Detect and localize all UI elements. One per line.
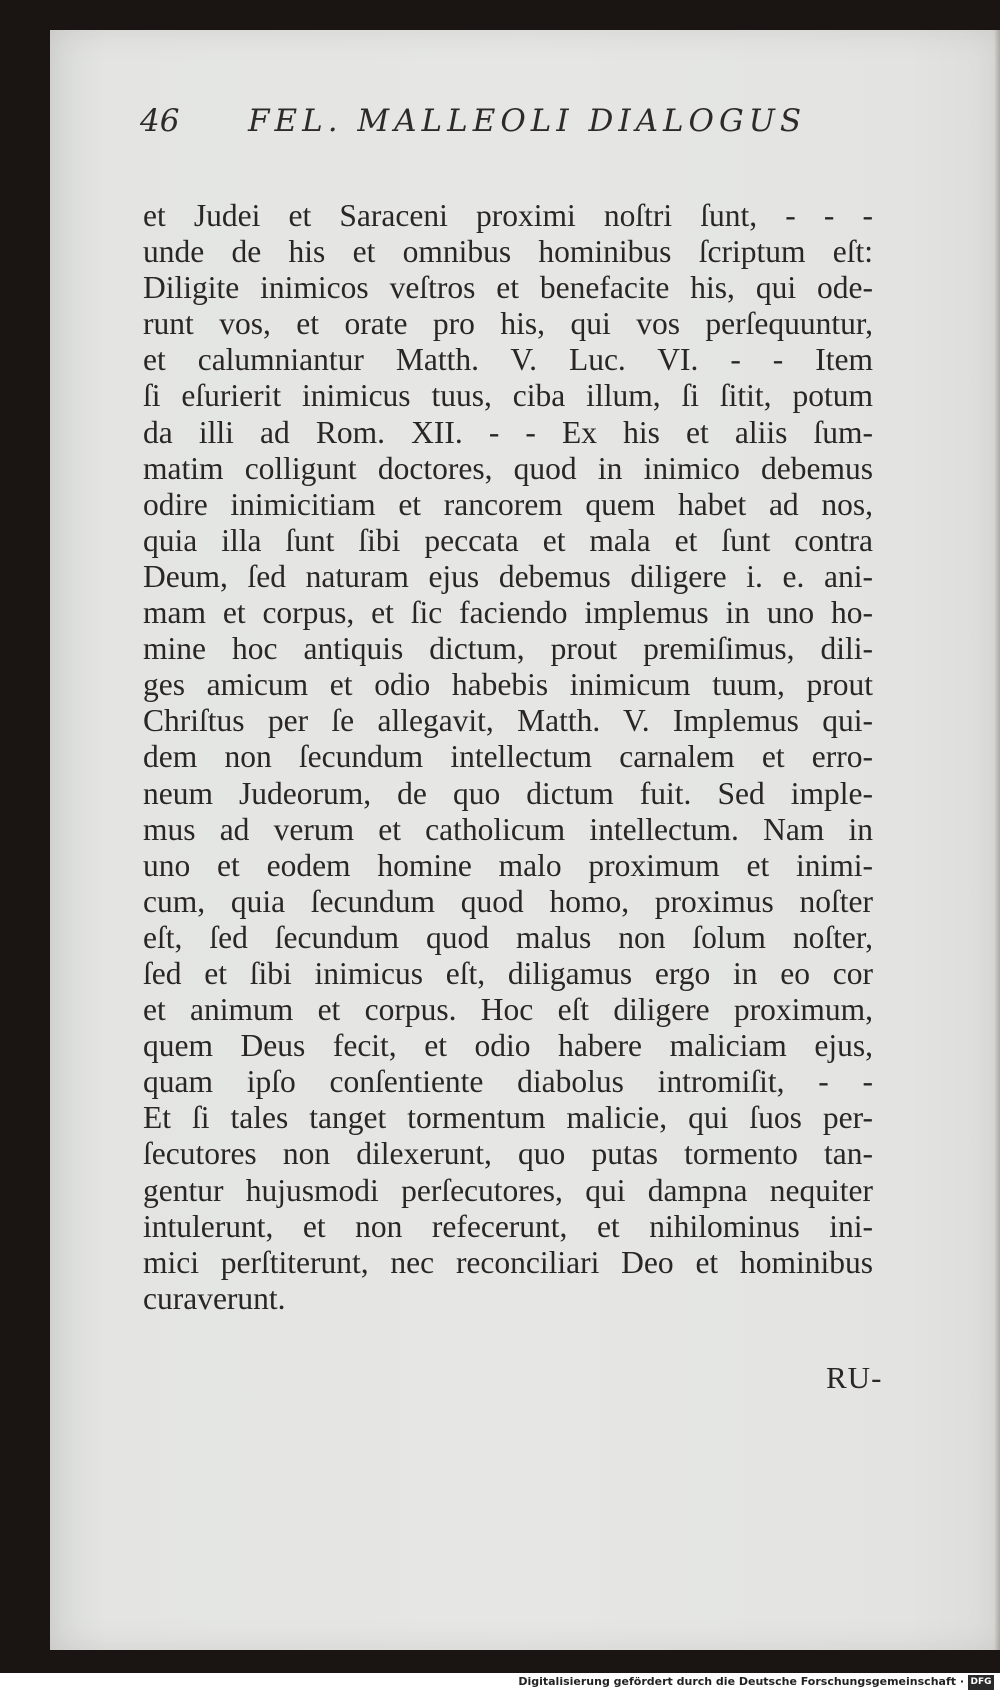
text-line: ſecutores non dilexerunt, quo putas tormento tan- — [143, 1136, 873, 1172]
page-edge-shadow — [994, 30, 1000, 1650]
catchword: RU- — [826, 1360, 883, 1395]
page-number: 46 — [140, 103, 180, 139]
text-line: unde de his et omnibus hominibus ſcriptum eſt: — [143, 234, 873, 270]
text-line: quam ipſo conſentiente diabolus intromiſit, - - — [143, 1064, 873, 1100]
text-line: mus ad verum et catholicum intellectum. Nam in — [143, 811, 873, 847]
text-line: intulerunt, et non refecerunt, et nihilominus ini- — [143, 1208, 873, 1244]
text-line: da illi ad Rom. XII. - - Ex his et aliis ſum- — [143, 414, 873, 450]
text-line-last: curaverunt. — [143, 1280, 286, 1316]
text-line: ſi eſurierit inimicus tuus, ciba illum, ſi ſitit, potum — [143, 378, 873, 414]
text-line: et calumniantur Matth. V. Luc. VI. - - Item — [143, 342, 873, 378]
text-line: mine hoc antiquis dictum, prout premiſimus, dili- — [143, 631, 873, 667]
text-line: ſed et ſibi inimicus eſt, diligamus ergo in eo cor — [143, 955, 873, 991]
text-line: et animum et corpus. Hoc eſt diligere proximum, — [143, 992, 873, 1028]
running-title: FEL. MALLEOLI DIALOGUS — [248, 103, 807, 139]
page-header — [140, 103, 840, 153]
text-line: quia illa ſunt ſibi peccata et mala et ſunt contra — [143, 522, 873, 558]
text-line: matim colligunt doctores, quod in inimico debemus — [143, 450, 873, 486]
text-line: runt vos, et orate pro his, qui vos perſequuntur, — [143, 306, 873, 342]
text-line: dem non ſecundum intellectum carnalem et erro- — [143, 739, 873, 775]
text-line: Chriſtus per ſe allegavit, Matth. V. Implemus qui- — [143, 703, 873, 739]
text-line: Deum, ſed naturam ejus debemus diligere i. e. ani- — [143, 558, 873, 594]
text-line: Diligite inimicos veſtros et benefacite his, qui ode- — [143, 270, 873, 306]
text-line: uno et eodem homine malo proximum et inimi- — [143, 847, 873, 883]
text-line: quem Deus fecit, et odio habere maliciam ejus, — [143, 1028, 873, 1064]
text-line: neum Judeorum, de quo dictum fuit. Sed imple- — [143, 775, 873, 811]
text-line: mam et corpus, et ſic faciendo implemus in uno ho- — [143, 595, 873, 631]
text-line: mici perſtiterunt, nec reconciliari Deo et hominibus — [143, 1244, 873, 1280]
text-line: odire inimicitiam et rancorem quem habet ad nos, — [143, 486, 873, 522]
text-line: gentur hujusmodi perſecutores, qui dampna nequiter — [143, 1172, 873, 1208]
dfg-logo: DFG — [968, 1675, 994, 1690]
text-line: et Judei et Saraceni proximi noſtri ſunt, - - - — [143, 198, 873, 233]
text-line: ges amicum et odio habebis inimicum tuum, prout — [143, 667, 873, 703]
text-line: cum, quia ſecundum quod homo, proximus noſter — [143, 883, 873, 919]
footer-bar — [0, 1673, 1000, 1694]
text-line: Et ſi tales tanget tormentum malicie, qui ſuos per- — [143, 1100, 873, 1136]
text-line: eſt, ſed ſecundum quod malus non ſolum noſter, — [143, 919, 873, 955]
body-text — [143, 198, 873, 1317]
funding-credit: Digitalisierung gefördert durch die Deutsche Forschungsgemeinschaft · — [518, 1675, 964, 1688]
